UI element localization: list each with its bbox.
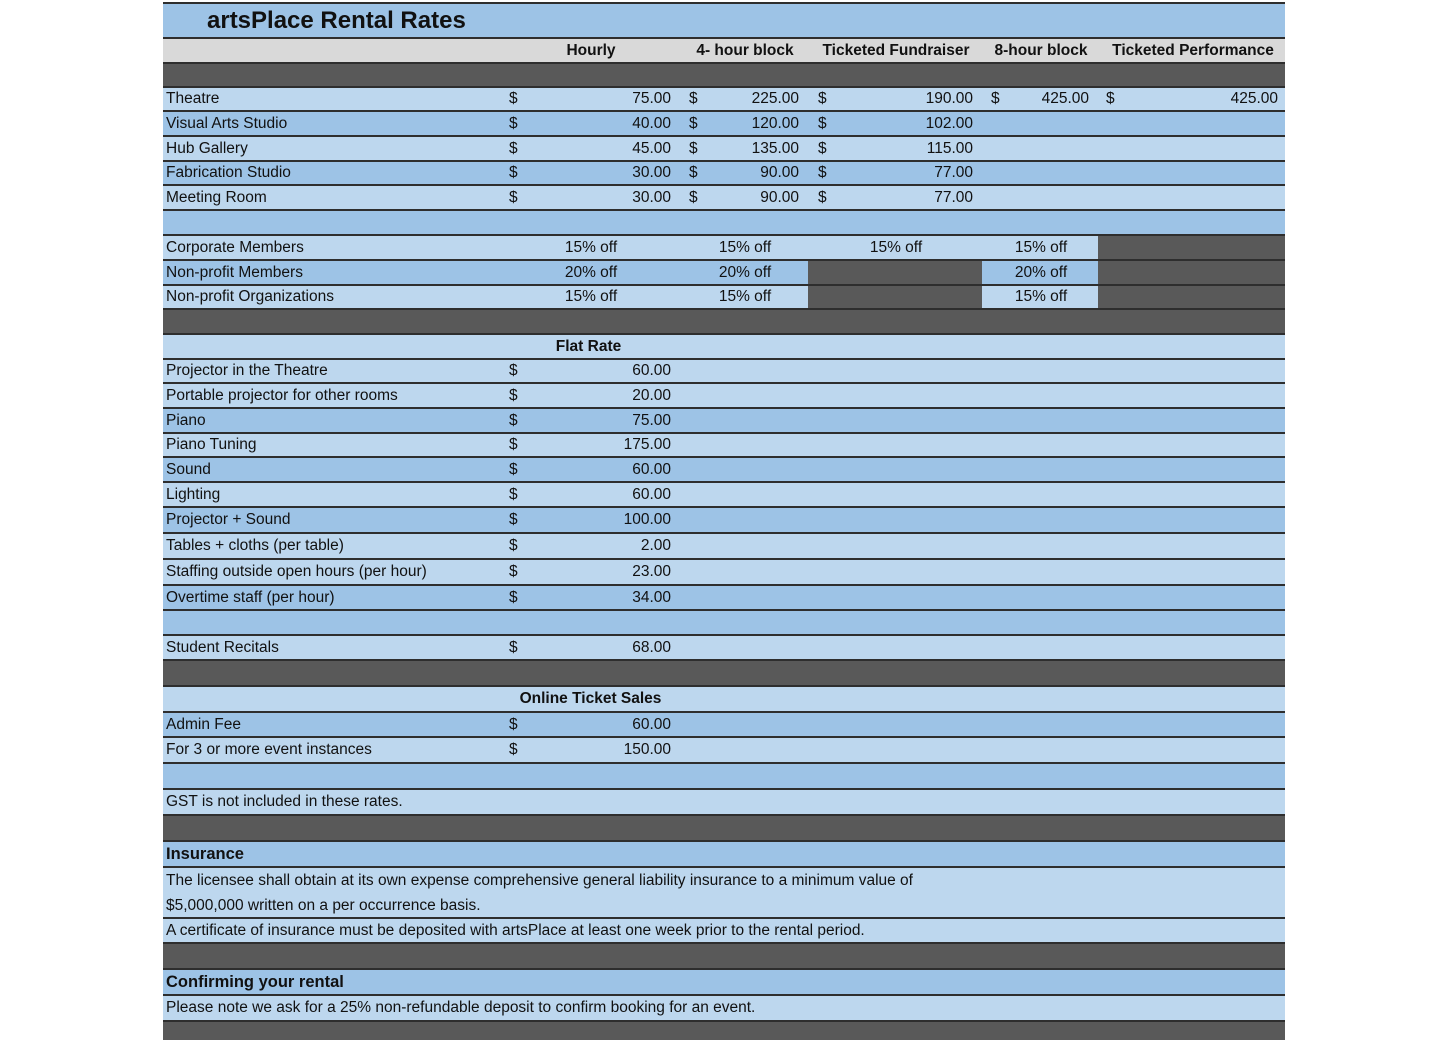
table-row [163, 713, 1285, 738]
page-title: artsPlace Rental Rates [207, 6, 466, 34]
item-price: 34.00 [632, 588, 671, 606]
currency: $ [509, 114, 518, 132]
currency: $ [509, 362, 518, 379]
online-header-row [163, 687, 1285, 713]
space-name: Fabrication Studio [166, 164, 291, 181]
column-header-hourly: Hourly [566, 41, 616, 59]
table-row [163, 384, 1285, 409]
insurance-line-2: $5,000,000 written on a per occurrence basis. [166, 896, 481, 914]
hourly-rate: 45.00 [632, 139, 671, 157]
gst-note: GST is not included in these rates. [166, 793, 403, 810]
insurance-line-3: A certificate of insurance must be deposited with artsPlace at least one week prior to the rental period. [166, 921, 865, 939]
confirming-line-1: Please note we ask for a 25% non-refundable deposit to confirm booking for an event. [166, 999, 756, 1016]
item-price: 2.00 [640, 537, 671, 554]
item-price: 60.00 [632, 715, 671, 733]
fundraiser-rate: 115.00 [926, 139, 973, 157]
hourly-rate: 30.00 [632, 164, 671, 181]
table-row [163, 112, 1285, 137]
table-row [163, 738, 1285, 764]
currency: $ [509, 90, 518, 107]
gst-note-row [163, 790, 1285, 816]
column-header-4hour: 4- hour block [696, 41, 794, 59]
discount-row [163, 286, 1285, 310]
4hour-rate: 90.00 [760, 188, 799, 206]
fundraiser-rate: 77.00 [934, 188, 973, 206]
divider [163, 64, 1285, 88]
flat-rate-header-row [163, 335, 1285, 360]
na-cell [808, 261, 982, 284]
currency: $ [689, 139, 698, 157]
hourly-discount: 15% off [564, 288, 618, 305]
currency: $ [818, 188, 827, 206]
currency: $ [509, 436, 518, 453]
column-header-performance: Ticketed Performance [1112, 41, 1274, 59]
table-row [163, 409, 1285, 434]
item-name: Overtime staff (per hour) [166, 588, 335, 606]
4hour-rate: 120.00 [751, 114, 799, 132]
4hour-rate: 225.00 [751, 90, 799, 107]
item-name: Tables + cloths (per table) [166, 537, 344, 554]
4hour-rate: 90.00 [760, 164, 799, 181]
item-name: Sound [166, 460, 211, 478]
rental-rates-sheet [163, 0, 1285, 1040]
divider [163, 816, 1285, 842]
insurance-heading-row [163, 842, 1285, 868]
na-cell [1098, 261, 1285, 284]
spacer-row [163, 611, 1285, 636]
hourly-rate: 30.00 [632, 188, 671, 206]
flat-rate-header: Flat Rate [555, 337, 622, 355]
item-name: Piano Tuning [166, 436, 257, 453]
hourly-discount: 20% off [564, 263, 618, 281]
hourly-discount: 15% off [564, 238, 618, 256]
item-name: Lighting [166, 485, 221, 503]
8hour-discount: 20% off [1014, 263, 1068, 281]
hourly-rate: 75.00 [632, 90, 671, 107]
item-price: 100.00 [623, 511, 671, 528]
na-cell [808, 286, 982, 308]
fundraiser-rate: 190.00 [925, 90, 973, 107]
title-row [163, 2, 1285, 39]
currency: $ [509, 588, 518, 606]
currency: $ [991, 90, 1000, 107]
fundraiser-rate: 77.00 [934, 164, 973, 181]
confirming-heading-row [163, 970, 1285, 996]
discount-row [163, 236, 1285, 261]
table-row [163, 534, 1285, 560]
space-name: Hub Gallery [166, 139, 248, 157]
table-row [163, 360, 1285, 384]
currency: $ [509, 386, 518, 404]
currency: $ [509, 411, 518, 429]
8hour-discount: 15% off [1014, 288, 1068, 305]
fundraiser-rate: 102.00 [925, 114, 973, 132]
currency: $ [818, 114, 827, 132]
table-row [163, 186, 1285, 211]
item-name: Staffing outside open hours (per hour) [166, 563, 427, 580]
column-header-8hour: 8-hour block [994, 41, 1088, 59]
online-ticket-sales-header: Online Ticket Sales [519, 690, 662, 707]
item-name: For 3 or more event instances [166, 741, 372, 758]
space-name: Meeting Room [166, 188, 267, 206]
table-row [163, 137, 1285, 162]
confirming-text-row [163, 996, 1285, 1022]
table-row [163, 483, 1285, 508]
table-row [163, 434, 1285, 458]
currency: $ [509, 188, 518, 206]
divider [163, 1022, 1285, 1040]
space-name: Theatre [166, 90, 220, 107]
space-name: Visual Arts Studio [166, 114, 288, 132]
table-row [163, 162, 1285, 186]
4hour-rate: 135.00 [751, 139, 799, 157]
currency: $ [509, 139, 518, 157]
currency: $ [509, 164, 518, 181]
currency: $ [509, 741, 518, 758]
currency: $ [1106, 90, 1115, 107]
item-name: Piano [166, 411, 206, 429]
table-row [163, 88, 1285, 112]
item-price: 150.00 [623, 741, 671, 758]
currency: $ [818, 90, 827, 107]
table-row [163, 636, 1285, 661]
item-name: Projector + Sound [166, 511, 291, 528]
table-row [163, 458, 1285, 483]
item-price: 23.00 [632, 563, 671, 580]
spacer-row [163, 211, 1285, 236]
discount-name: Corporate Members [166, 238, 304, 256]
currency: $ [509, 485, 518, 503]
currency: $ [689, 188, 698, 206]
column-header-fundraiser: Ticketed Fundraiser [822, 41, 970, 59]
divider [163, 944, 1285, 970]
currency: $ [689, 114, 698, 132]
table-row [163, 586, 1285, 611]
item-price: 60.00 [632, 485, 671, 503]
currency: $ [509, 715, 518, 733]
8hour-rate: 425.00 [1041, 90, 1089, 107]
currency: $ [509, 460, 518, 478]
currency: $ [509, 638, 518, 656]
performance-rate: 425.00 [1230, 90, 1278, 107]
4hour-discount: 15% off [718, 288, 772, 305]
discount-row [163, 261, 1285, 286]
currency: $ [818, 164, 827, 181]
item-price: 68.00 [632, 638, 671, 656]
table-row [163, 560, 1285, 586]
currency: $ [689, 164, 698, 181]
currency: $ [689, 90, 698, 107]
item-price: 20.00 [632, 386, 671, 404]
4hour-discount: 20% off [718, 263, 772, 281]
item-price: 175.00 [623, 436, 671, 453]
item-name: Student Recitals [166, 638, 279, 656]
currency: $ [818, 139, 827, 157]
currency: $ [509, 537, 518, 554]
insurance-text-row [163, 868, 1285, 919]
discount-name: Non-profit Organizations [166, 288, 334, 305]
table-row [163, 508, 1285, 534]
item-price: 75.00 [632, 411, 671, 429]
divider [163, 661, 1285, 687]
divider [163, 310, 1285, 335]
column-header-row [163, 39, 1285, 64]
discount-name: Non-profit Members [166, 263, 303, 281]
spacer-row [163, 764, 1285, 790]
item-name: Projector in the Theatre [166, 362, 328, 379]
insurance-heading: Insurance [166, 844, 244, 863]
confirming-heading: Confirming your rental [166, 972, 344, 991]
insurance-text-row [163, 919, 1285, 944]
hourly-rate: 40.00 [632, 114, 671, 132]
item-price: 60.00 [632, 460, 671, 478]
na-cell [1098, 286, 1285, 308]
8hour-discount: 15% off [1014, 238, 1068, 256]
fundraiser-discount: 15% off [869, 238, 923, 256]
item-name: Portable projector for other rooms [166, 386, 398, 404]
4hour-discount: 15% off [718, 238, 772, 256]
currency: $ [509, 511, 518, 528]
na-cell [1098, 236, 1285, 259]
item-name: Admin Fee [166, 715, 241, 733]
insurance-line-1: The licensee shall obtain at its own expense comprehensive general liability insurance to a minimum value of [166, 871, 913, 889]
currency: $ [509, 563, 518, 580]
item-price: 60.00 [632, 362, 671, 379]
